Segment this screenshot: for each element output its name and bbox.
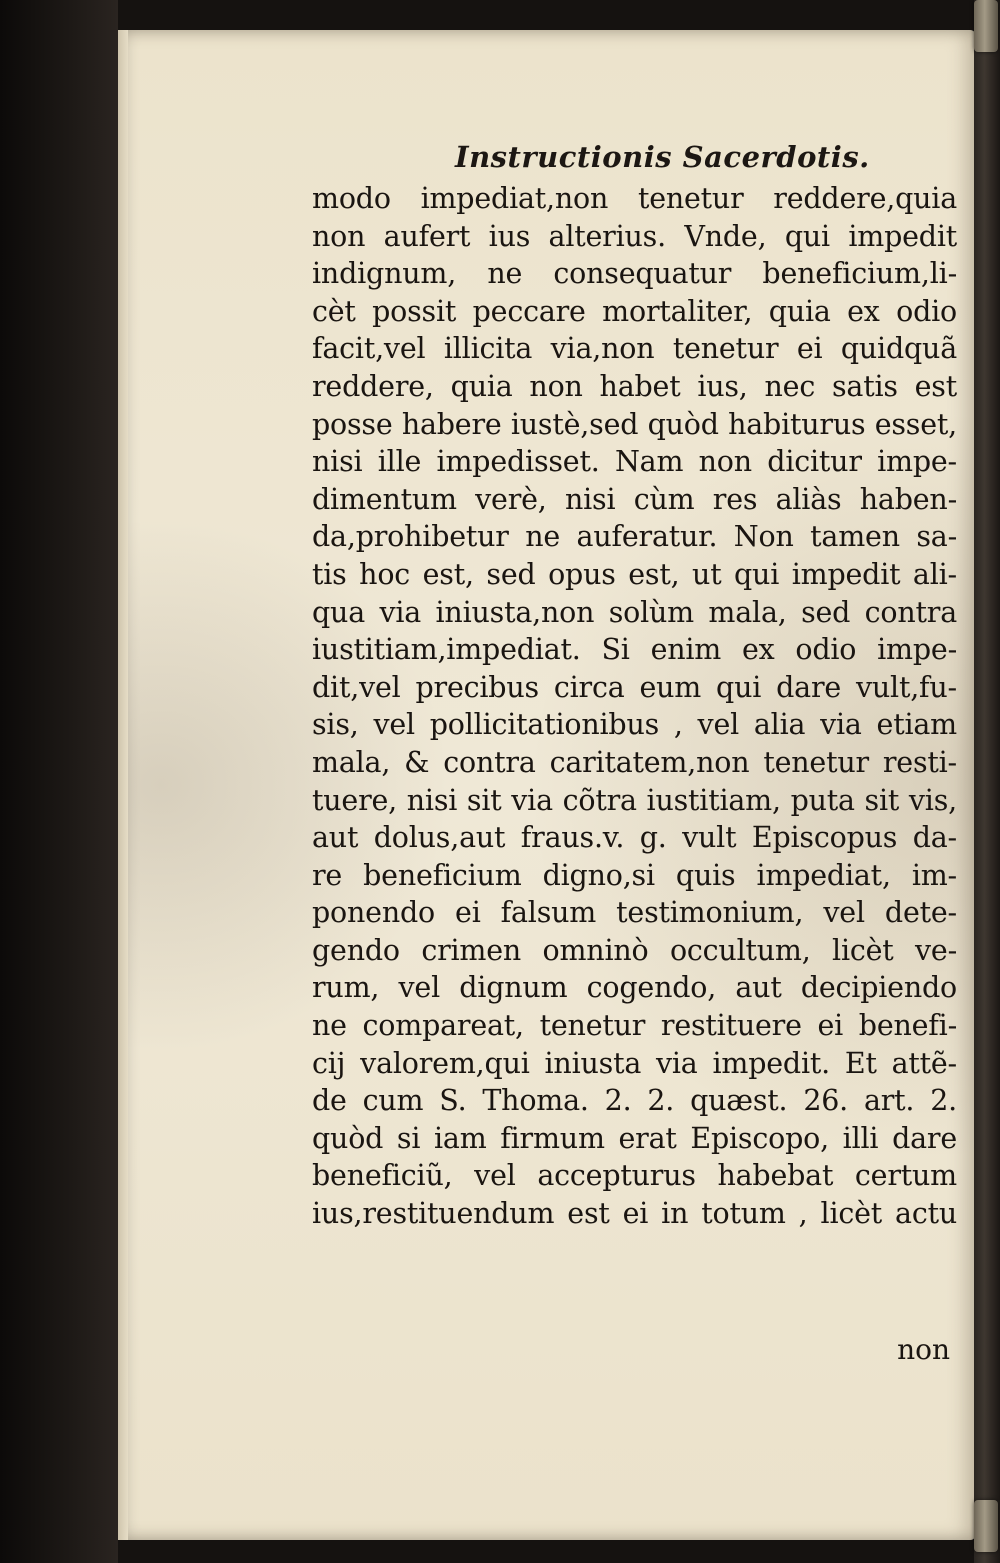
text-line: quòd si iam firmum erat Episcopo, illi dare xyxy=(312,1121,957,1155)
text-line: iustitiam,impediat. Si enim ex odio impe- xyxy=(312,633,957,667)
text-line: reddere, quia non habet ius, nec satis est xyxy=(312,369,957,403)
metal-clasp-top xyxy=(974,0,998,52)
text-line: modo impediat,non tenetur reddere,quia xyxy=(312,182,957,215)
text-line: rum, vel dignum cogendo, aut decipiendo xyxy=(312,971,957,1005)
text-line: gendo crimen omninò occultum, licèt ve- xyxy=(312,933,957,967)
text-line: beneficiũ, vel accepturus habebat certum xyxy=(312,1159,957,1193)
page-gutter-edge xyxy=(118,30,128,1540)
body-text xyxy=(312,180,957,1233)
text-line: dit,vel precibus circa eum qui dare vult,fu- xyxy=(312,670,957,704)
text-line: da,prohibetur ne auferatur. Non tamen sa- xyxy=(312,520,957,554)
text-line: ponendo ei falsum testimonium, vel dete- xyxy=(312,896,957,930)
text-line: posse habere iustè,sed quòd habiturus esset, xyxy=(312,407,957,441)
book-cover-left xyxy=(0,0,118,1563)
running-head: Instructionis Sacerdotis. xyxy=(455,140,870,174)
text-line: dimentum verè, nisi cùm res aliàs haben- xyxy=(312,482,957,516)
text-line: mala, & contra caritatem,non tenetur resti- xyxy=(312,745,957,779)
text-line: ne compareat, tenetur restituere ei benefi- xyxy=(312,1009,957,1043)
text-line: tis hoc est, sed opus est, ut qui impedit ali- xyxy=(312,557,957,591)
text-line: ius,restituendum est ei in totum , licèt actu xyxy=(312,1197,957,1231)
catchword: non xyxy=(897,1333,950,1366)
text-line: non aufert ius alterius. Vnde, qui impedit xyxy=(312,219,957,253)
text-line: indignum, ne consequatur beneficium,li- xyxy=(312,257,957,291)
text-line: sis, vel pollicitationibus , vel alia via etiam xyxy=(312,708,957,742)
book-binding-right xyxy=(974,0,1000,1563)
text-line: de cum S. Thoma. 2. 2. quæst. 26. art. 2. xyxy=(312,1084,957,1118)
text-line: tuere, nisi sit via cõtra iustitiam, puta sit vis, xyxy=(312,783,957,817)
text-line: nisi ille impedisset. Nam non dicitur impe- xyxy=(312,445,957,479)
metal-clasp-bottom xyxy=(974,1500,998,1552)
text-line: cèt possit peccare mortaliter, quia ex odio xyxy=(312,294,957,328)
text-line: aut dolus,aut fraus.v. g. vult Episcopus da- xyxy=(312,821,957,855)
text-line: facit,vel illicita via,non tenetur ei quidquã xyxy=(312,332,957,366)
text-line: cij valorem,qui iniusta via impedit. Et attẽ- xyxy=(312,1046,957,1080)
text-line: qua via iniusta,non solùm mala, sed contra xyxy=(312,595,957,629)
text-line: re beneficium digno,si quis impediat, im- xyxy=(312,858,957,892)
